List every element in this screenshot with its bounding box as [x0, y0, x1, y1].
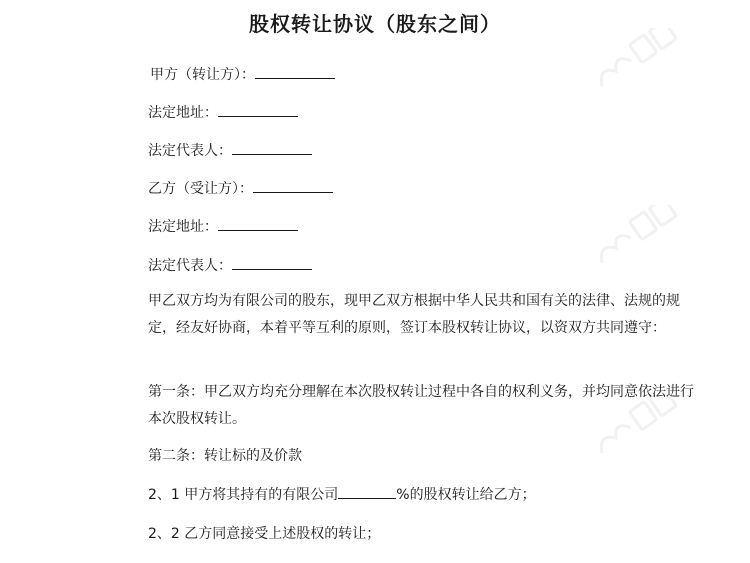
- address-a-line: [148, 102, 298, 123]
- article-1-paragraph: 第一条：甲乙双方均充分理解在本次股权转让过程中各自的权利义务，并均同意依法进行本次股权转让。: [148, 384, 694, 427]
- clause-2-1-line: [148, 484, 536, 505]
- preamble-paragraph: 甲乙双方均为有限公司的股东，现甲乙双方根据中华人民共和国有关的法律、法规的规定，经友好协商，本着平等互利的原则，签订本股权转让协议，以资双方共同遵守：: [148, 293, 680, 336]
- rep-a-label: 法定代表人：: [148, 143, 232, 159]
- watermark: [580, 28, 690, 88]
- party-b-label: 乙方（受让方）：: [148, 181, 253, 197]
- address-b-line: [148, 216, 298, 237]
- address-b-blank: [218, 216, 298, 231]
- address-a-label: 法定地址：: [148, 105, 218, 121]
- address-b-label: 法定地址：: [148, 219, 218, 235]
- share-percent-blank: [338, 484, 396, 499]
- address-a-blank: [218, 102, 298, 117]
- party-a-line: [150, 64, 335, 85]
- document-title: 股权转让协议（股东之间）: [249, 12, 501, 36]
- party-b-line: [148, 178, 333, 199]
- rep-b-blank: [232, 255, 312, 270]
- clause-2-1-suffix: %的股权转让给乙方；: [396, 487, 536, 503]
- watermark-logo-icon: [580, 205, 690, 265]
- party-b-blank: [253, 178, 333, 193]
- party-a-label: 甲方（转让方）：: [150, 67, 255, 83]
- rep-b-line: [148, 255, 312, 276]
- article-2-title: 第二条：转让标的及价款: [148, 448, 302, 464]
- rep-b-label: 法定代表人：: [148, 258, 232, 274]
- rep-a-line: [148, 140, 312, 161]
- clause-2-2-line: 2、2 乙方同意接受上述股权的转让；: [148, 526, 381, 542]
- party-a-blank: [255, 64, 335, 79]
- watermark-logo-icon: [580, 28, 690, 88]
- watermark: [580, 205, 690, 265]
- clause-2-1-prefix: 2、1 甲方将其持有的有限公司: [148, 487, 339, 503]
- rep-a-blank: [232, 140, 312, 155]
